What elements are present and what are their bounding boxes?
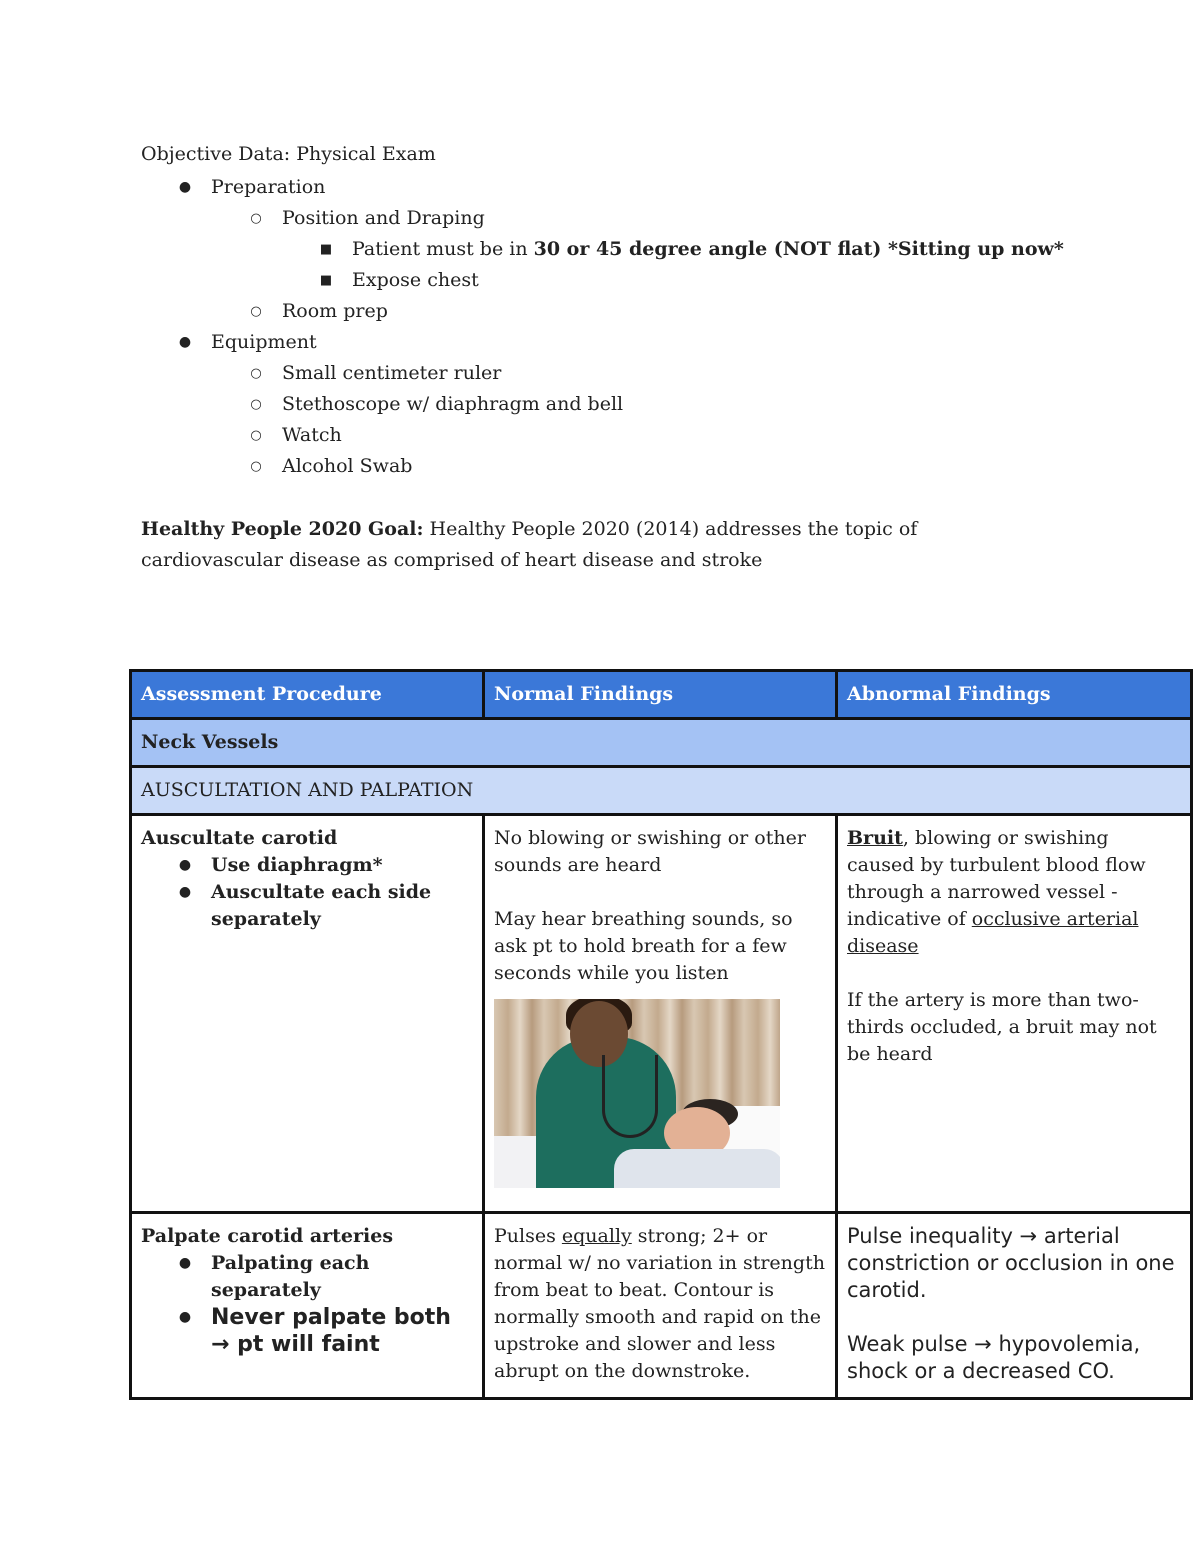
outline-item: ○ Small centimeter ruler: [141, 358, 1064, 389]
outline-item: ● Preparation: [141, 172, 1064, 203]
exam-outline: [141, 172, 1064, 482]
procedure-title: Palpate carotid arteries: [141, 1225, 394, 1247]
assessment-table: [129, 669, 1193, 1400]
abnormal-text: Pulse inequality → arterial constriction or occlusion in one carotid.: [847, 1224, 1175, 1302]
circle-bullet-icon: ○: [250, 428, 262, 443]
disc-bullet-icon: ●: [178, 179, 192, 195]
procedure-list: [141, 852, 473, 933]
procedure-cell: [131, 1213, 484, 1399]
circle-bullet-icon: ○: [250, 459, 262, 474]
circle-bullet-icon: ○: [250, 397, 262, 412]
section-row: [131, 719, 1192, 767]
header-normal-findings: Normal Findings: [484, 671, 837, 719]
square-bullet-icon: ■: [319, 273, 333, 288]
occlusive-disease-term: occlusive arterial disease: [847, 908, 1139, 957]
section-title: Objective Data: Physical Exam: [141, 143, 436, 165]
abnormal-findings-cell: [837, 815, 1192, 1213]
subsection-auscultation-palpation: AUSCULTATION AND PALPATION: [131, 767, 1192, 815]
circle-bullet-icon: ○: [250, 211, 262, 226]
abnormal-findings-cell: [837, 1213, 1192, 1399]
healthy-people-goal: Healthy People 2020 Goal: Healthy People 2020 (2014) addresses the topic of cardiovascular disease as comprised of heart disease and stroke: [141, 518, 918, 571]
abnormal-text: If the artery is more than two-thirds occluded, a bruit may not be heard: [847, 989, 1157, 1065]
list-item: ● Use diaphragm*: [141, 852, 473, 879]
bruit-term: Bruit: [847, 827, 903, 849]
list-item: ● Never palpate both → pt will faint: [141, 1304, 473, 1358]
header-abnormal-findings: Abnormal Findings: [837, 671, 1192, 719]
square-bullet-icon: ■: [319, 242, 333, 257]
normal-text: May hear breathing sounds, so ask pt to hold breath for a few seconds while you listen: [494, 908, 793, 984]
outline-item: ○ Alcohol Swab: [141, 451, 1064, 482]
abnormal-text: Weak pulse → hypovolemia, shock or a decreased CO.: [847, 1332, 1141, 1383]
disc-bullet-icon: ●: [178, 857, 192, 873]
disc-bullet-icon: ●: [178, 334, 192, 350]
outline-item: ○ Watch: [141, 420, 1064, 451]
table-row: [131, 1213, 1192, 1399]
table-header-row: [131, 671, 1192, 719]
section-neck-vessels: Neck Vessels: [131, 719, 1192, 767]
normal-text: Pulses equally strong; 2+ or normal w/ no variation in strength from beat to beat. Contour is normally smooth and rapid on the upstroke and slower and less abrupt on the downstroke.: [494, 1225, 825, 1382]
circle-bullet-icon: ○: [250, 366, 262, 381]
outline-item: ■ Expose chest: [141, 265, 1064, 296]
normal-text: No blowing or swishing or other sounds are heard: [494, 827, 806, 876]
normal-findings-cell: [484, 1213, 837, 1399]
table-row: [131, 815, 1192, 1213]
outline-item: ■ Patient must be in 30 or 45 degree angle (NOT flat) *Sitting up now*: [141, 234, 1064, 265]
subsection-row: [131, 767, 1192, 815]
header-assessment-procedure: Assessment Procedure: [131, 671, 484, 719]
disc-bullet-icon: ●: [178, 1309, 192, 1325]
procedure-list: [141, 1250, 473, 1358]
carotid-auscultation-photo: [494, 999, 780, 1188]
disc-bullet-icon: ●: [178, 1255, 192, 1271]
outline-item: ○ Stethoscope w/ diaphragm and bell: [141, 389, 1064, 420]
outline-item: ○ Room prep: [141, 296, 1064, 327]
outline-item: ● Equipment: [141, 327, 1064, 358]
procedure-title: Auscultate carotid: [141, 827, 338, 849]
equally-term: equally: [561, 1225, 632, 1247]
outline-item: ○ Position and Draping: [141, 203, 1064, 234]
circle-bullet-icon: ○: [250, 304, 262, 319]
disc-bullet-icon: ●: [178, 884, 192, 900]
list-item: ● Palpating each separately: [141, 1250, 473, 1304]
abnormal-text: Bruit, blowing or swishing caused by turbulent blood flow through a narrowed vessel - indicative of occlusive arterial disease: [847, 827, 1146, 957]
procedure-cell: [131, 815, 484, 1213]
list-item: ● Auscultate each side separately: [141, 879, 473, 933]
normal-findings-cell: [484, 815, 837, 1213]
